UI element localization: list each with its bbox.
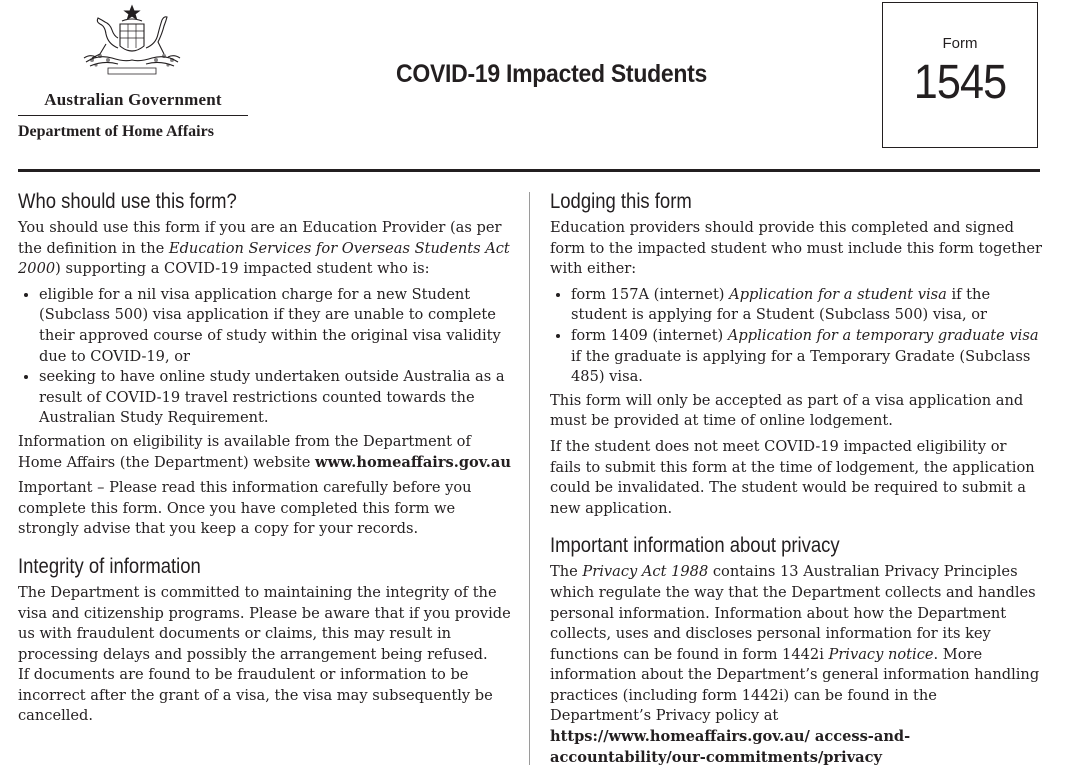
list-item: • form 1409 (internet) Application for a temporary graduate visa if the graduate is applying for a Temporary Gradate (Subclass 485) visa. bbox=[571, 326, 1042, 388]
list-item: • seeking to have online study undertaken outside Australia as a result of COVID-19 travel restrictions counted towards the Australian Study Requirement. bbox=[39, 367, 513, 429]
integrity-para-2: If documents are found to be fraudulent or information to be incorrect after the grant of a visa, the visa may subsequently be cancelled. bbox=[18, 666, 493, 725]
eligibility-info: Information on eligibility is available from the Department of Home Affairs (the Department) website www.homeaffairs.gov.au bbox=[18, 432, 511, 471]
who-bullets bbox=[18, 285, 513, 429]
list-item: • eligible for a nil visa application charge for a new Student (Subclass 500) visa application if they are unable to complete their approved course of study within the original visa validity due to COVID-19, or bbox=[39, 285, 513, 367]
form-label: Form bbox=[942, 35, 978, 52]
right-column bbox=[550, 188, 1042, 773]
who-intro: You should use this form if you are an Education Provider (as per the definition in the Education Services for Overseas Students Act 2000) supporting a COVID-19 impacted student who is: bbox=[18, 219, 510, 278]
lodging-accept: This form will only be accepted as part of a visa application and must be provided at time of online lodgement. bbox=[550, 391, 1024, 430]
lodging-heading: Lodging this form bbox=[550, 190, 692, 213]
government-name: Australian Government bbox=[44, 90, 222, 109]
department-name: Department of Home Affairs bbox=[18, 123, 214, 140]
page-title: COVID-19 Impacted Students bbox=[396, 60, 708, 88]
lodging-invalid: If the student does not meet COVID-19 impacted eligibility or fails to submit this form at the time of lodgement, the application could be invalidated. The student would be required to submit a new application. bbox=[550, 437, 1035, 517]
homeaffairs-link[interactable]: www.homeaffairs.gov.au bbox=[315, 453, 511, 471]
left-column bbox=[18, 188, 513, 732]
lodging-bullets bbox=[550, 285, 1042, 388]
privacy-heading: Important information about privacy bbox=[550, 534, 840, 558]
important-note: Important – Please read this information carefully before you complete this form. Once you have completed this form we strongly advise that you keep a copy for your records. bbox=[18, 479, 472, 538]
lodging-intro: Education providers should provide this completed and signed form to the impacted student who must include this form together with either: bbox=[550, 219, 1042, 278]
header-rule bbox=[18, 169, 1040, 172]
list-item: • form 157A (internet) Application for a student visa if the student is applying for a Student (Subclass 500) visa, or bbox=[571, 285, 1042, 326]
column-divider bbox=[529, 192, 530, 765]
privacy-text: The Privacy Act 1988 contains 13 Australian Privacy Principles which regulate the way that the Department collects and handles personal information. Information about how the Department collects, uses and discloses personal information for its key functions can be found in form 1442i Privacy notice. More information about the Department’s general information handling practices (including form 1442i) can be found in the Department’s Privacy policy at https://www.homeaffairs.gov.au/ access-and-accountability/our-commitments/privacy bbox=[550, 563, 1040, 766]
integrity-heading: Integrity of information bbox=[18, 554, 201, 578]
form-number: 1545 bbox=[913, 56, 1007, 109]
coat-of-arms-icon bbox=[78, 4, 186, 76]
integrity-para-1: The Department is committed to maintaining the integrity of the visa and citizenship programs. Please be aware that if you provide us with fraudulent documents or claims, this may result in processing delays and possibly the arrangement being refused. bbox=[18, 583, 511, 663]
form-number-box bbox=[882, 2, 1038, 148]
privacy-policy-link[interactable]: https://www.homeaffairs.gov.au/ access-and-accountability/our-commitments/privacy bbox=[550, 728, 911, 766]
header-divider bbox=[18, 115, 248, 116]
who-heading: Who should use this form? bbox=[18, 190, 237, 213]
